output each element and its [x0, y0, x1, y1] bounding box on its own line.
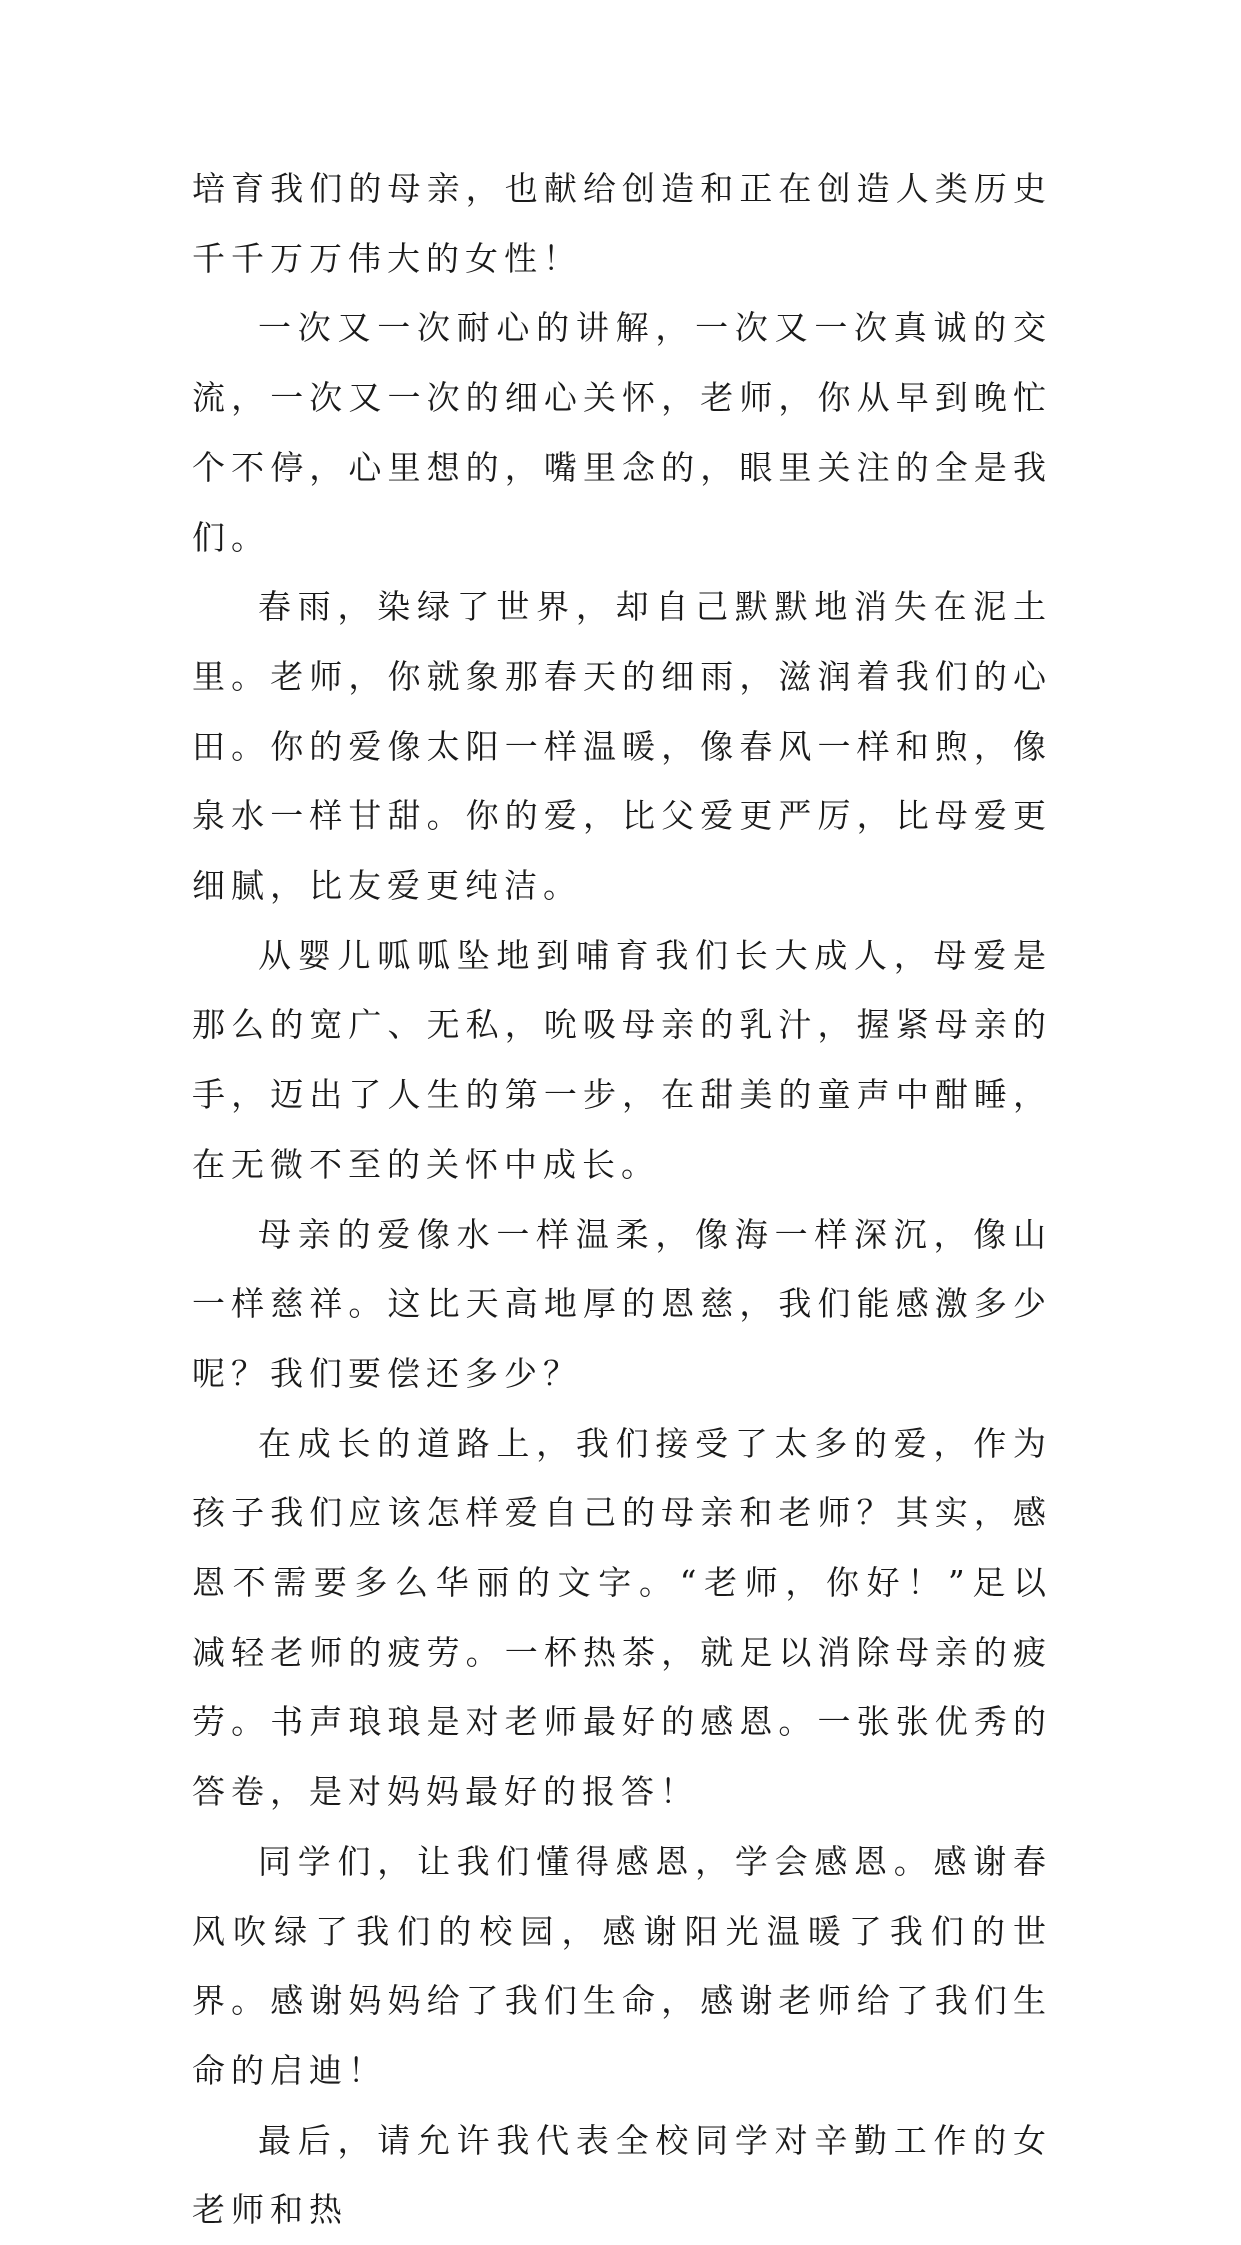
- paragraph-3: 春雨，染绿了世界，却自己默默地消失在泥土里。老师，你就象那春天的细雨，滋润着我们的心田。你的爱像太阳一样温暖，像春风一样和煦，像泉水一样甘甜。你的爱，比父爱更严厉，比母爱更细腻，比友爱更纯洁。: [192, 587, 1052, 906]
- paragraph-2: 一次又一次耐心的讲解，一次又一次真诚的交流，一次又一次的细心关怀，老师，你从早到晚忙个不停，心里想的，嘴里念的，眼里关注的全是我们。: [192, 308, 1052, 557]
- paragraph-8: 最后，请允许我代表全校同学对辛勤工作的女老师和热: [192, 2120, 1052, 2230]
- paragraph-5: 母亲的爱像水一样温柔，像海一样深沉，像山一样慈祥。这比天高地厚的恩慈，我们能感激多少呢？我们要偿还多少？: [192, 1214, 1052, 1393]
- document-body: [192, 154, 1052, 2245]
- paragraph-4: 从婴儿呱呱坠地到哺育我们长大成人，母爱是那么的宽广、无私，吮吸母亲的乳汁，握紧母亲的手，迈出了人生的第一步，在甜美的童声中酣睡，在无微不至的关怀中成长。: [192, 935, 1052, 1184]
- paragraph-7: 同学们，让我们懂得感恩，学会感恩。感谢春风吹绿了我们的校园，感谢阳光温暖了我们的世界。感谢妈妈给了我们生命，感谢老师给了我们生命的启迪！: [192, 1841, 1052, 2090]
- paragraph-6: 在成长的道路上，我们接受了太多的爱，作为孩子我们应该怎样爱自己的母亲和老师？其实，感恩不需要多么华丽的文字。“老师，你好！”足以减轻老师的疲劳。一杯热茶，就足以消除母亲的疲劳。书声琅琅是对老师最好的感恩。一张张优秀的答卷，是对妈妈最好的报答！: [192, 1423, 1052, 1812]
- paragraph-1: 培育我们的母亲，也献给创造和正在创造人类历史千千万万伟大的女性！: [192, 169, 1052, 278]
